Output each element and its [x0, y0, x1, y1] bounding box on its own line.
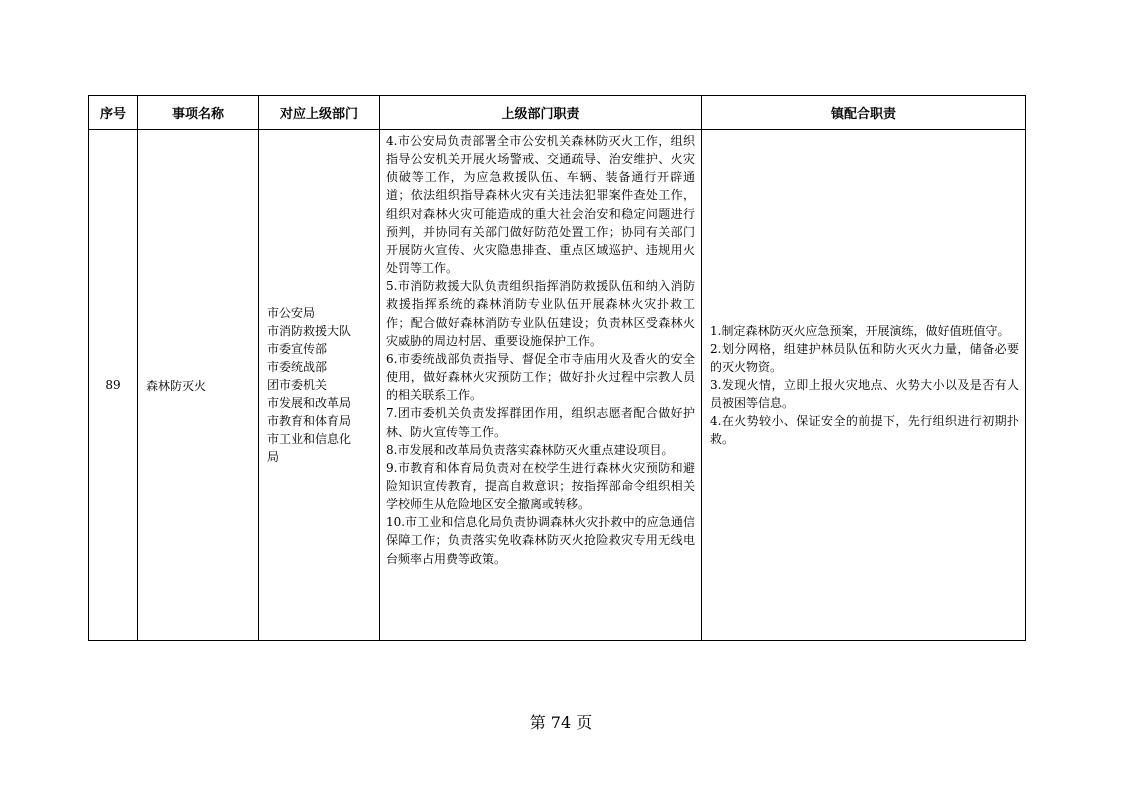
table-row — [89, 130, 1026, 641]
department-item: 市委宣传部 — [267, 342, 328, 356]
row-departments — [259, 130, 380, 641]
superior-duty-item: 5.市消防救援大队负责组织指挥消防救援队伍和纳入消防救援指挥系统的森林消防专业队伍开展森林火灾扑救工作；配合做好森林消防专业队伍建设；负责林区受森林火灾威胁的周边村居、重要设施保护工作。 — [386, 279, 695, 348]
department-item: 局 — [267, 450, 280, 464]
row-superior-duties — [380, 130, 702, 641]
header-seq: 序号 — [89, 96, 138, 130]
row-seq: 89 — [89, 130, 138, 641]
responsibility-table — [88, 95, 1026, 641]
superior-duty-item: 4.市公安局负责部署全市公安机关森林防灭火工作，组织指导公安机关开展火场警戒、交通疏导、治安维护、火灾侦破等工作，为应急救援队伍、车辆、装备通行开辟通道；依法组织指导森林火灾有关违法犯罪案件查处工作，组织对森林火灾可能造成的重大社会治安和稳定问题进行预判，并协同有关部门做好防范处置工作；协同有关部门开展防火宣传、火灾隐患排查、重点区域巡护、违规用火处罚等工作。 — [386, 134, 695, 276]
row-town-duties — [702, 130, 1026, 641]
town-duty-item: 2.划分网格，组建护林员队伍和防火灭火力量，储备必要的灭火物资。 — [710, 342, 1019, 374]
town-duty-item: 1.制定森林防灭火应急预案，开展演练，做好值班值守。 — [710, 324, 1010, 338]
department-item: 市教育和体育局 — [267, 414, 352, 428]
table-header-row — [89, 96, 1026, 130]
superior-duty-item: 7.团市委机关负责发挥群团作用，组织志愿者配合做好护林、防火宣传等工作。 — [386, 406, 695, 439]
department-item: 团市委机关 — [267, 378, 328, 392]
page-number: 第 74 页 — [529, 713, 593, 732]
header-departments: 对应上级部门 — [259, 96, 380, 130]
department-item: 市发展和改革局 — [267, 396, 352, 410]
superior-duty-item: 8.市发展和改革局负责落实森林防灭火重点建设项目。 — [386, 442, 674, 457]
row-item-name: 森林防灭火 — [138, 130, 259, 641]
header-item-name: 事项名称 — [138, 96, 259, 130]
town-duty-item: 3.发现火情，立即上报火灾地点、火势大小以及是否有人员被困等信息。 — [710, 378, 1019, 410]
header-superior-duties: 上级部门职责 — [380, 96, 702, 130]
superior-duty-item: 6.市委统战部负责指导、督促全市寺庙用火及香火的安全使用，做好森林火灾预防工作；做好扑火过程中宗教人员的相关联系工作。 — [386, 351, 695, 403]
header-town-duties: 镇配合职责 — [702, 96, 1026, 130]
superior-duty-item: 10.市工业和信息化局负责协调森林火灾扑救中的应急通信保障工作；负责落实免收森林防灭火抢险救灾专用无线电台频率占用费等政策。 — [386, 515, 695, 566]
town-duty-item: 4.在火势较小、保证安全的前提下，先行组织进行初期扑救。 — [710, 414, 1019, 446]
department-item: 市公安局 — [267, 306, 316, 320]
department-item: 市委统战部 — [267, 360, 328, 374]
department-item: 市工业和信息化 — [267, 432, 352, 446]
department-item: 市消防救援大队 — [267, 324, 352, 338]
superior-duty-item: 9.市教育和体育局负责对在校学生进行森林火灾预防和避险知识宣传教育，提高自救意识；按指挥部命令组织相关学校师生从危险地区安全撤离或转移。 — [386, 460, 695, 512]
